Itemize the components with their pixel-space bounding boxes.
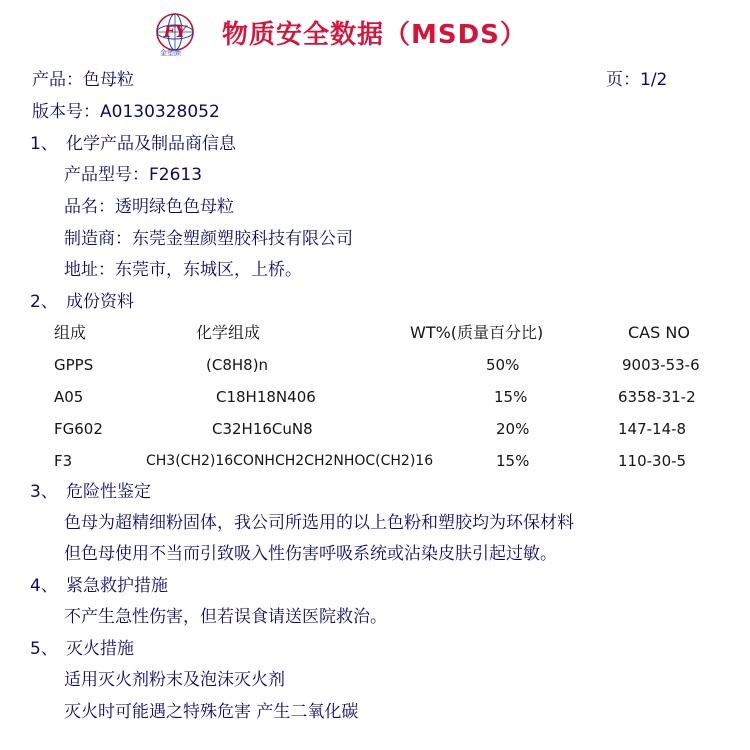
page-number: 页：1/2 xyxy=(606,70,668,90)
table-cell: GPPS xyxy=(54,356,94,374)
product-name: 品名：透明绿色色母粒 xyxy=(64,197,234,217)
manufacturer: 制造商：东莞金塑颜塑胶科技有限公司 xyxy=(64,229,353,249)
table-cell: 110-30-5 xyxy=(618,452,687,470)
fire-fighting-text: 适用灭火剂粉末及泡沫灭火剂 xyxy=(64,670,285,690)
section-title: 紧急救护措施 xyxy=(66,576,168,596)
section-title: 危险性鉴定 xyxy=(66,482,151,502)
table-cell: 15% xyxy=(496,452,530,470)
table-cell: 6358-31-2 xyxy=(618,388,696,406)
table-cell: FG602 xyxy=(54,420,103,438)
address: 地址：东莞市，东城区，上桥。 xyxy=(64,260,302,280)
version-label: 版本号：A0130328052 xyxy=(32,102,220,122)
table-cell: 147-14-8 xyxy=(618,420,687,438)
table-cell: 9003-53-6 xyxy=(622,356,700,374)
table-cell: C32H16CuN8 xyxy=(212,420,313,438)
table-cell: 50% xyxy=(486,356,520,374)
table-header-chemical: 化学组成 xyxy=(196,323,261,342)
first-aid-text: 不产生急性伤害，但若误食请送医院救治。 xyxy=(64,607,387,627)
hazard-text-line: 但色母使用不当而引致吸入性伤害呼吸系统或沾染皮肤引起过敏。 xyxy=(64,544,557,564)
section-title: 化学产品及制品商信息 xyxy=(66,134,236,154)
table-cell: CH3(CH2)16CONHCH2CH2NHOC(CH2)16 xyxy=(146,453,434,469)
section-number: 3、 xyxy=(30,482,58,502)
section-5-heading xyxy=(30,639,134,659)
section-number: 1、 xyxy=(30,134,58,154)
section-number: 4、 xyxy=(30,576,58,596)
section-title: 灭火措施 xyxy=(66,639,134,659)
table-header-component: 组成 xyxy=(54,323,87,342)
section-number: 5、 xyxy=(30,639,58,659)
hazard-text-line: 色母为超精细粉固体，我公司所选用的以上色粉和塑胶均为环保材料 xyxy=(64,513,574,533)
svg-text:FY: FY xyxy=(163,22,187,41)
table-cell: 15% xyxy=(494,388,528,406)
product-model: 产品型号：F2613 xyxy=(64,165,203,185)
product-label: 产品：色母粒 xyxy=(32,70,134,90)
page-title: 物质安全数据（MSDS） xyxy=(222,20,527,50)
fire-fighting-text: 灭火时可能遇之特殊危害 产生二氧化碳 xyxy=(64,702,359,722)
section-number: 2、 xyxy=(30,292,58,312)
table-cell: A05 xyxy=(54,388,84,406)
section-4-heading xyxy=(30,576,168,596)
table-cell: C18H18N406 xyxy=(216,388,316,406)
logo-caption: 金塑颜 xyxy=(160,49,181,57)
table-cell: F3 xyxy=(54,452,73,470)
section-3-heading xyxy=(30,482,151,502)
table-cell: (C8H8)n xyxy=(206,356,269,374)
table-header-wt: WT%(质量百分比) xyxy=(410,323,544,342)
table-header-cas: CAS NO xyxy=(628,323,690,342)
section-2-heading xyxy=(30,292,134,312)
table-cell: 20% xyxy=(496,420,530,438)
section-1-heading xyxy=(30,134,236,154)
section-title: 成份资料 xyxy=(66,292,134,312)
